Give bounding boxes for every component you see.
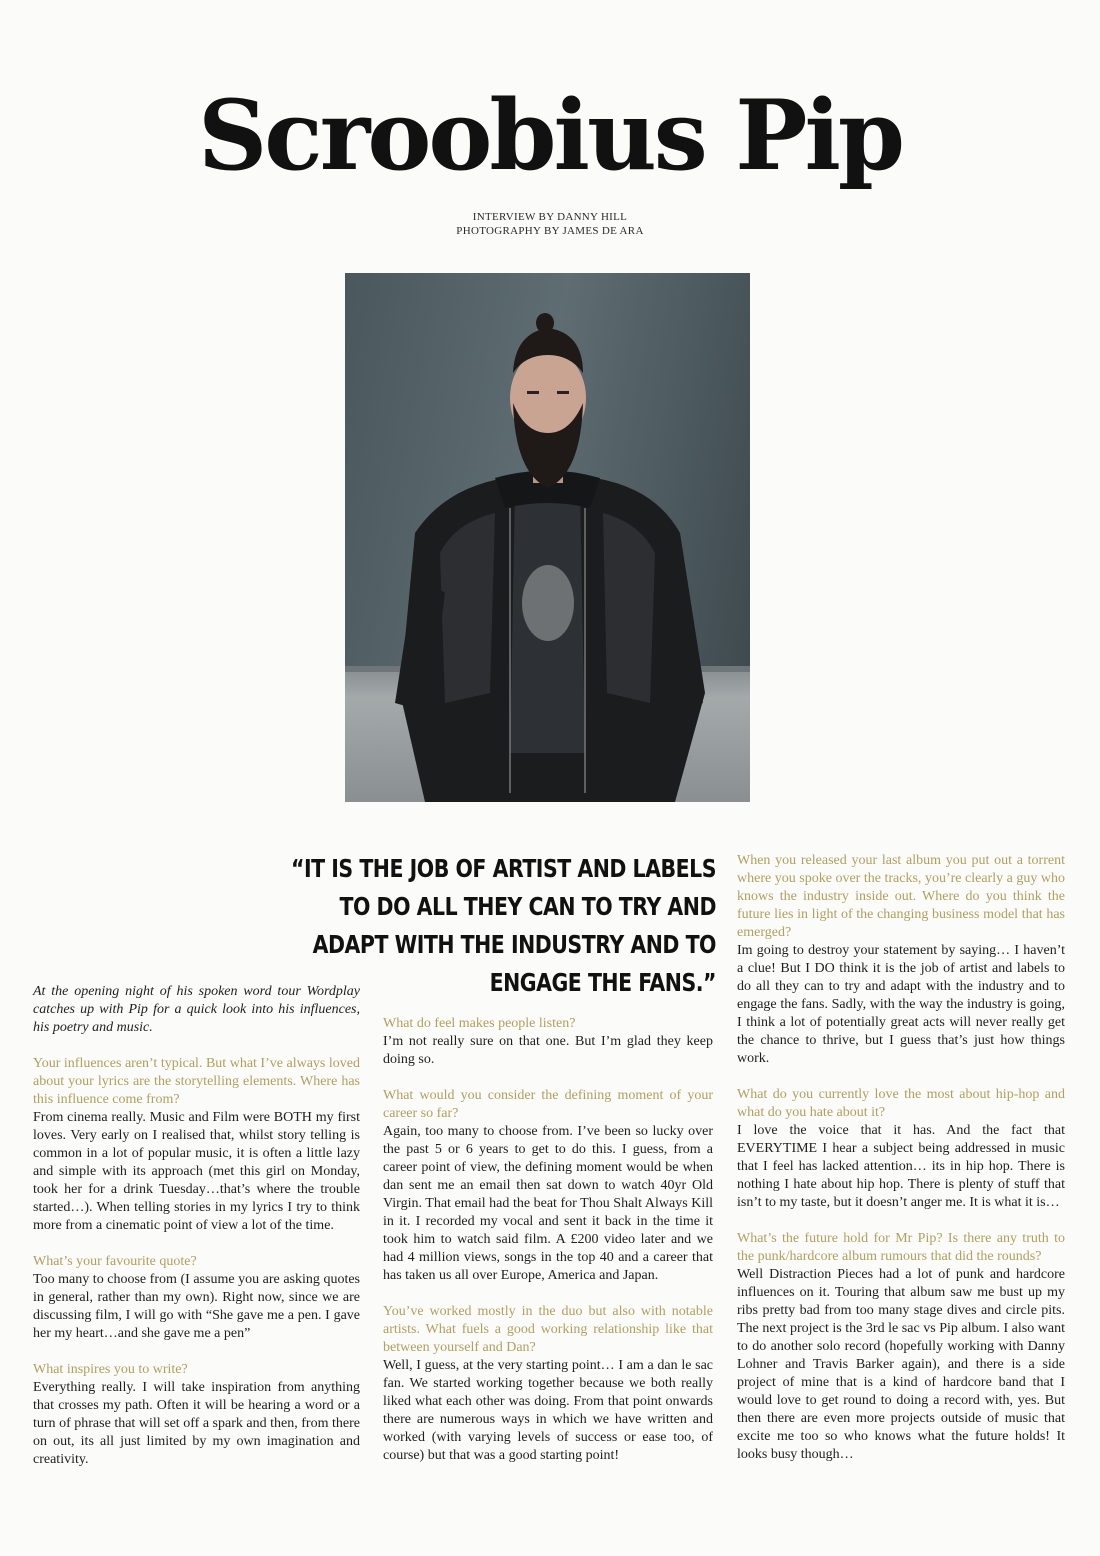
column-3 bbox=[737, 852, 1065, 1464]
question: What inspires you to write? bbox=[33, 1362, 188, 1377]
answer: Well Distraction Pieces had a lot of punk and hardcore influences on it. Touring that album saw me bust up my ribs pretty bad from too many stage dives and circle pits. The next project is the 3rd le sac vs Pip album. I also want to do another solo record (hopefully working with Danny Lohner and Travis Barker again), and there is a side project of mine that is a kind of hardcore band that I would love to get round to doing a record with, yes. But then there are even more projects outside of music that excite me too so who knows what the future holds! It looks busy though… bbox=[737, 1267, 1065, 1462]
answer: Again, too many to choose from. I’ve been so lucky over the past 5 or 6 years to get to do this. I guess, from a career point of view, the defining moment would be when dan sent me an email then sat down to watch 40yr Old Virgin. That email had the beat for Thou Shalt Always Kill in it. I recorded my vocal and sent it back in the time it took him to watch said film. A £200 video later and we had 4 million views, songs in the top 40 and a career that has taken us all over Europe, America and Japan. bbox=[383, 1124, 713, 1283]
answer: Im going to destroy your statement by saying… I haven’t a clue! But I DO think it is the job of artist and labels to do all they can to try and adapt with the industry and to engage the fans. Sadly, with the way the industry is going, I think a lot of potentially great acts will never really get the chance to thrive, but I guess that’s just how things work. bbox=[737, 943, 1065, 1066]
intro-paragraph: At the opening night of his spoken word tour Wordplay catches up with Pip for a quick look into his influences, his poetry and music. bbox=[33, 984, 360, 1035]
article-title: Scroobius Pip bbox=[197, 79, 903, 192]
answer: Too many to choose from (I assume you are asking quotes in general, rather than my own). Right now, since we are discussing film, I will go with “She gave me a pen. I gave her my heart…and she gave me a pen” bbox=[33, 1272, 360, 1341]
credits bbox=[0, 210, 1100, 238]
question: What would you consider the defining moment of your career so far? bbox=[383, 1088, 713, 1121]
portrait-figure bbox=[345, 273, 750, 802]
interview-credit: INTERVIEW BY DANNY HILL bbox=[472, 211, 628, 223]
column-2 bbox=[383, 1015, 713, 1465]
pull-quote: “IT IS THE JOB OF ARTIST AND LABELS TO DO ALL THEY CAN TO TRY AND ADAPT WITH THE INDUSTRY AND TO ENGAGE THE FANS.” bbox=[291, 854, 716, 997]
answer: Everything really. I will take inspiration from anything that crosses my path. Often it will be hearing a word or a turn of phrase that will set off a spark and then, from there on out, its all just limited by my own imagination and creativity. bbox=[33, 1380, 360, 1467]
question: What’s your favourite quote? bbox=[33, 1254, 197, 1269]
answer: Well, I guess, at the very starting point… I am a dan le sac fan. We started working together because we both really liked what each other was doing. From that point onwards there are numerous ways in which we have written and worked (with varying levels of success or ease too, of course) but that was a good starting point! bbox=[383, 1358, 713, 1463]
answer: I love the voice that it has. And the fact that EVERYTIME I hear a subject being addressed in music that I feel has lacked attention… its in hip hop. There is nothing I hate about hip hop. There is plenty of stuff that isn’t to my taste, but it doesn’t anger me. It is what it is… bbox=[737, 1123, 1065, 1210]
photography-credit: PHOTOGRAPHY BY JAMES DE ARA bbox=[456, 225, 644, 237]
question: You’ve worked mostly in the duo but also with notable artists. What fuels a good working relationship like that between yourself and Dan? bbox=[383, 1304, 713, 1355]
answer: From cinema really. Music and Film were BOTH my first loves. Very early on I realised that, whilst story telling is common in a lot of popular music, it is often a little lazy and simple with its approach (met this girl on Monday, took her for a drink Tuesday…that’s where the trouble started…). When telling stories in my lyrics I try to think more from a cinematic point of view a lot of the time. bbox=[33, 1110, 360, 1233]
answer: I’m not really sure on that one. But I’m glad they keep doing so. bbox=[383, 1034, 713, 1067]
portrait-photo bbox=[345, 273, 750, 802]
question: When you released your last album you put out a torrent where you spoke over the tracks, you’re clearly a guy who knows the industry inside out. Where do you think the future lies in light of the changing business model that has emerged? bbox=[737, 853, 1065, 940]
question: What’s the future hold for Mr Pip? Is there any truth to the punk/hardcore album rumours that did the rounds? bbox=[737, 1231, 1065, 1264]
question: What do you currently love the most about hip-hop and what do you hate about it? bbox=[737, 1087, 1065, 1120]
question: What do feel makes people listen? bbox=[383, 1016, 576, 1031]
column-1 bbox=[33, 983, 360, 1469]
question: Your influences aren’t typical. But what I’ve always loved about your lyrics are the storytelling elements. Where has this influence come from? bbox=[33, 1056, 360, 1107]
